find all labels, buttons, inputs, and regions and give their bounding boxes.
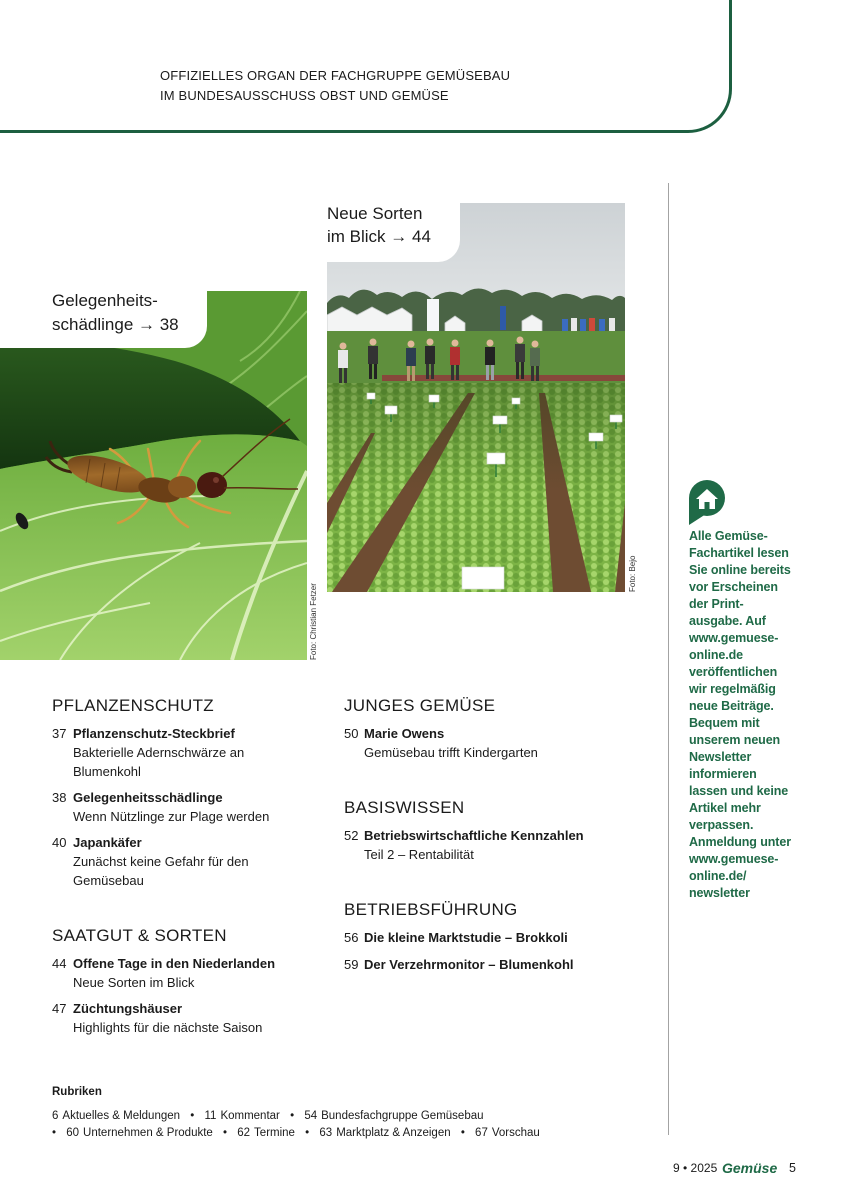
toc-title: Der Verzehrmonitor – Blumenkohl [364,957,574,972]
toc-page-number: 59 [344,957,359,972]
toc-entry [52,833,327,890]
promo-line: ausgabe. Auf [689,614,766,628]
rubrik-label: Unternehmen & Produkte [83,1127,213,1139]
section-heading: BASISWISSEN [344,798,465,817]
promo-line: wir regelmäßig [689,682,776,696]
toc-page-number: 44 [52,956,67,971]
toc-title: Japankäfer [73,835,142,850]
toc-title: Gelegenheitsschädlinge [73,790,223,805]
rubrik-separator: • [52,1127,57,1139]
promo-line: veröffentlichen [689,665,778,679]
masthead-line-1: OFFIZIELLES ORGAN DER FACHGRUPPE GEMÜSEBAU [160,68,511,83]
pest-teaser-line-2: schädlinge → 38 [52,315,179,334]
toc-subtitle: Blumenkohl [73,764,141,779]
promo-line: der Print- [689,597,744,611]
promo-line: Artikel mehr [689,801,761,815]
toc-title: Betriebswirtschaftliche Kennzahlen [364,828,584,843]
page-number: 5 [789,1161,796,1175]
promo-line: lassen und keine [689,784,789,798]
magazine-logo: Gemüse [722,1160,778,1176]
online-promo-text [689,528,791,902]
promo-line: www.gemuese- [689,852,779,866]
promo-line: neue Beiträge. [689,699,774,713]
house-icon [689,480,725,525]
rubrik-label: Vorschau [491,1127,540,1139]
rubrik-page: 11 [204,1110,217,1122]
rubrik-page: 62 [237,1127,251,1139]
issue-number: 9 • 2025 [673,1161,718,1175]
toc-page-number: 37 [52,726,67,741]
red-lettuce-row [382,375,625,381]
rubrik-label: Marktplatz & Anzeigen [336,1127,451,1139]
toc-title: Pflanzenschutz-Steckbrief [73,726,235,741]
toc-subtitle: Gemüsebau trifft Kindergarten [364,745,538,760]
section-heading: JUNGES GEMÜSE [344,696,496,715]
toc-page-number: 52 [344,828,359,843]
variety-teaser-label [327,202,431,248]
toc-title: Die kleine Marktstudie – Brokkoli [364,930,568,945]
variety-teaser-line-2: im Blick → 44 [327,227,431,246]
publication-masthead [160,66,510,106]
promo-line: unserem neuen [689,733,781,747]
toc-page-number: 47 [52,1001,67,1016]
promo-line: Alle Gemüse- [689,529,768,543]
toc-title: Offene Tage in den Niederlanden [73,956,276,971]
toc-column-middle [344,696,654,974]
rubrik-separator: • [223,1127,228,1139]
toc-subtitle: Highlights für die nächste Saison [73,1020,263,1035]
rubrik-label: Termine [254,1127,295,1139]
column-divider [668,183,669,1135]
photo-credit-pest: Foto: Christian Fetzer [309,583,318,660]
toc-page-number: 50 [344,726,359,741]
toc-entry [344,826,654,864]
promo-line: newsletter [689,886,750,900]
toc-column-left [52,696,327,1037]
toc-entry [344,928,654,947]
rubrik-separator: • [190,1110,195,1122]
photo-credit-variety: Foto: Bejo [628,555,637,592]
rubrik-separator: • [290,1110,295,1122]
rubrik-separator: • [460,1127,465,1139]
promo-line: Bequem mit [689,716,760,730]
variety-teaser-line-1: Neue Sorten [327,204,423,223]
rubriken-heading: Rubriken [52,1086,102,1098]
promo-line: vor Erscheinen [689,580,778,594]
rubrik-label: Kommentar [220,1110,280,1122]
toc-subtitle: Wenn Nützlinge zur Plage werden [73,809,270,824]
toc-page-number: 56 [344,930,359,945]
toc-subtitle: Teil 2 – Rentabilität [364,847,474,862]
promo-line: Newsletter [689,750,752,764]
toc-title: Marie Owens [364,726,445,741]
promo-line: Anmeldung unter [689,835,791,849]
promo-line: verpassen. [689,818,754,832]
rubrik-page: 60 [66,1127,80,1139]
promo-line: online.de [689,648,743,662]
toc-page-number: 38 [52,790,67,805]
toc-entry [52,788,327,826]
toc-page-number: 40 [52,835,67,850]
toc-subtitle: Neue Sorten im Blick [73,975,195,990]
toc-title: Züchtungshäuser [73,1001,183,1016]
rubrik-page: 67 [475,1127,488,1139]
rubrik-label: Aktuelles & Meldungen [62,1110,181,1122]
toc-entry [344,955,654,974]
toc-entry [344,724,654,762]
rubrik-page: 63 [319,1127,333,1139]
pest-teaser-line-1: Gelegenheits- [52,291,158,310]
toc-subtitle: Bakterielle Adernschwärze an [73,745,245,760]
pest-teaser-label [52,289,179,337]
toc-entry [52,999,327,1037]
toc-entry [52,954,327,992]
masthead-line-2: IM BUNDESAUSSCHUSS OBST UND GEMÜSE [160,88,449,103]
section-heading: BETRIEBSFÜHRUNG [344,900,518,919]
rubrik-page: 6 [52,1110,59,1122]
promo-line: Fachartikel lesen [689,546,789,560]
rubrik-page: 54 [304,1110,318,1122]
rubrik-separator: • [305,1127,310,1139]
promo-line: www.gemuese- [689,631,779,645]
rubriken-line-2 [52,1125,540,1142]
toc-entry [52,724,327,781]
toc-subtitle: Zunächst keine Gefahr für den [73,854,249,869]
promo-line: Sie online bereits [689,563,791,577]
section-heading: SAATGUT & SORTEN [52,926,227,945]
promo-line: informieren [689,767,757,781]
toc-subtitle: Gemüsebau [73,873,144,888]
rubrik-label: Bundesfachgruppe Gemüsebau [321,1110,484,1122]
rubriken-line-1 [52,1108,484,1125]
promo-line: online.de/ [689,869,747,883]
section-heading: PFLANZENSCHUTZ [52,696,214,715]
